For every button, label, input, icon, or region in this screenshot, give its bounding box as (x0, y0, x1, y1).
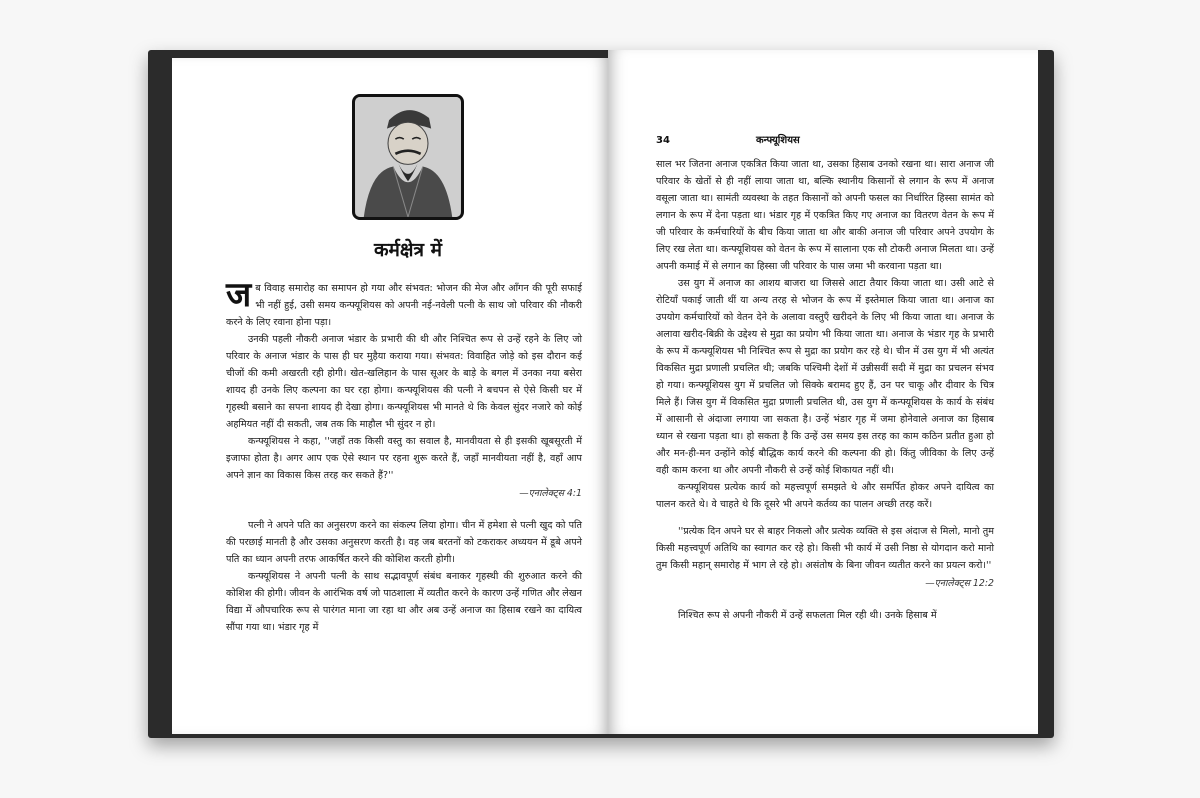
quote-citation: —एनालेक्ट्स 4:1 (519, 488, 582, 499)
spacer (656, 513, 994, 523)
running-title: कन्फ्यूशियस (756, 135, 800, 146)
paragraph: निश्चित रूप से अपनी नौकरी में उन्हें सफलता मिल रही थी। उनके हिसाब में (678, 610, 937, 621)
paragraph: साल भर जितना अनाज एकत्रित किया जाता था, उसका हिसाब उनको रखना था। सारा अनाज जी परिवार के खेतों से ही नहीं लाया जाता था, बल्कि स्थानीय किसानों से लगान के रूप में अनाज वसूला जाता था। सामंती व्यवस्था के तहत किसानों को अपनी फसल का निर्धारित हिस्सा सामंत को लगान के रूप में देना पड़ता था। भंडार गृह में एकत्रित किए गए अनाज का वितरण वेतन के रूप में जी परिवार के कर्मचारियों के बीच किया जाता था और बाकी अनाज जी परिवार अपने उपयोग के लिए रख लेता था। कन्फ्यूशियस को वेतन के रूप में सालाना एक सौ टोकरी अनाज मिलता था। उन्हें अपनी कमाई में से लगान का हिस्सा जी परिवार के पास जमा भी करवाना पड़ता था। (656, 159, 994, 272)
left-page (172, 58, 608, 734)
paragraph: पत्नी ने अपने पति का अनुसरण करने का संकल्प लिया होगा। चीन में हमेशा से पत्नी खुद को पति की परछाई मानती है और उसका अनुसरण करती है। वह जब बरतनों को टकराकर अध्ययन में डूबे अपने पति का ध्यान अपनी तरफ आकर्षित करने की कोशिश करती होगी। (226, 520, 582, 565)
running-header (656, 132, 994, 146)
paragraph: कन्फ्यूशियस ने अपनी पत्नी के साथ सद्भावपूर्ण संबंध बनाकर गृहस्थी की शुरुआत करने की कोशिश की होगी। जीवन के आरंभिक वर्ष जो पाठशाला में व्यतीत करने के कारण उन्हें गणित और लेखन विद्या में औपचारिक रूप से पारंगत माना जा रहा था और अब उन्हें अनाज का हिसाब रखने का दायित्व सौंपा गया था। भंडार गृह में (226, 571, 582, 633)
paragraph: कन्फ्यूशियस प्रत्येक कार्य को महत्त्वपूर्ण समझते थे और समर्पित होकर अपने दायित्व का पालन करते थे। वे चाहते थे कि दूसरे भी अपने कर्तव्य का पालन अच्छी तरह करें। (656, 482, 994, 510)
page-number: 34 (656, 135, 670, 146)
chapter-title: कर्मक्षेत्र में (373, 239, 443, 261)
paragraph: उस युग में अनाज का आशय बाजरा था जिससे आटा तैयार किया जाता था। उसी आटे से रोटियाँ पकाई जाती थीं या अन्य तरह से भोजन के रूप में इस्तेमाल किया जाता था। अनाज का उपयोग कर्मचारियों को वेतन देने के अलावा वस्तुएँ खरीदने के लिए भी किया जाता था। अनाज के अलावा खरीद-बिक्री के उद्देश्य से मुद्रा का प्रयोग भी किया जाता था। अनाज के भंडार गृह के प्रभारी के रूप में कन्फ्यूशियस भी निश्चित रूप से मुद्रा का प्रयोग कर रहे थे। चीन में उस युग में भी अत्यंत विकसित मुद्रा प्रणाली प्रचलित थी; जबकि पश्चिमी देशों में उन्नीसवीं सदी में मुद्रा का प्रचलन संभव हो गया। कन्फ्यूशियस युग में प्रचलित जो सिक्के बरामद हुए हैं, उन पर चाकू और दीवार के चित्र मिले हैं। जिस युग में विकसित मुद्रा प्रणाली प्रचलित थी, उस युग में कन्फ्यूशियस के कार्य के संबंध में आसानी से अंदाजा लगाया जा सकता है। उन्हें भंडार गृह में जमा होनेवाले अनाज का हिसाब ध्यान से रखना पड़ता था। हो सकता है कि उन्हें उस समय इस तरह का काम कठिन प्रतीत हुआ हो और मन-ही-मन उन्होंने कोई बौद्धिक कार्य करने की कल्पना की हो। किंतु जीविका के लिए उन्हें वही काम करना था और अपनी नौकरी से उन्हें कोई शिकायत नहीं थी। (656, 278, 994, 476)
right-page (608, 50, 1038, 734)
confucius-portrait (352, 94, 464, 220)
block-quote: कन्फ्यूशियस ने कहा, ''जहाँ तक किसी वस्तु का सवाल है, मानवीयता से ही इसकी खूबसूरती में इजाफा होता है। अगर आप एक ऐसे स्थान पर रहना शुरू करते हैं, जहाँ मानवीयता नहीं है, वहाँ आप अपने ज्ञान का विकास किस तरह कर सकते हैं?'' (226, 436, 582, 481)
paragraph: उनकी पहली नौकरी अनाज भंडार के प्रभारी की थी और निश्चित रूप से उन्हें रहने के लिए जो परिवार के अनाज भंडार के पास ही घर मुहैया कराया गया। संभवत: विवाहित जोड़े को इस दौरान कई चीजों की कमी अखरती रही होगी। खेत-खलिहान के पास सूअर के बाड़े के बगल में उनका नया बसेरा शायद ही उनके लिए कल्पना का घर रहा होगा। कन्फ्यूशियस की पत्नी ने बचपन से ऐसे किसी घर में गृहस्थी बसाने का सपना शायद ही देखा होगा। कन्फ्यूशियस भी मानते थे कि केवल सुंदर नजारे को कोई अहमियत नहीं दी सकती, जब तक कि माहौल भी सुंदर न हो। (226, 334, 582, 430)
block-quote: ''प्रत्येक दिन अपने घर से बाहर निकलो और प्रत्येक व्यक्ति से इस अंदाज से मिलो, मानो तुम किसी महत्त्वपूर्ण अतिथि का स्वागत कर रहे हो। किसी भी कार्य में उसी निष्ठा से योगदान करो मानो तुम किसी महान् समारोह में भाग ले रहे हो। असंतोष के बिना जीवन व्यतीत करने का प्रयत्न करो।'' (656, 526, 994, 571)
portrait-illustration (355, 97, 461, 217)
paragraph (226, 275, 582, 331)
paragraph-text: ब विवाह समारोह का समापन हो गया और संभवत: भोजन की मेज और आँगन की पूरी सफाई भी नहीं हुई, उसी समय कन्फ्यूशियस को अपनी नई-नवेली पत्नी के साथ जो परिवार की नौकरी करने के लिए रवाना होना पड़ा। (226, 283, 582, 328)
quote-citation: —एनालेक्ट्स 12:2 (925, 578, 994, 589)
drop-cap: ज (226, 275, 252, 315)
